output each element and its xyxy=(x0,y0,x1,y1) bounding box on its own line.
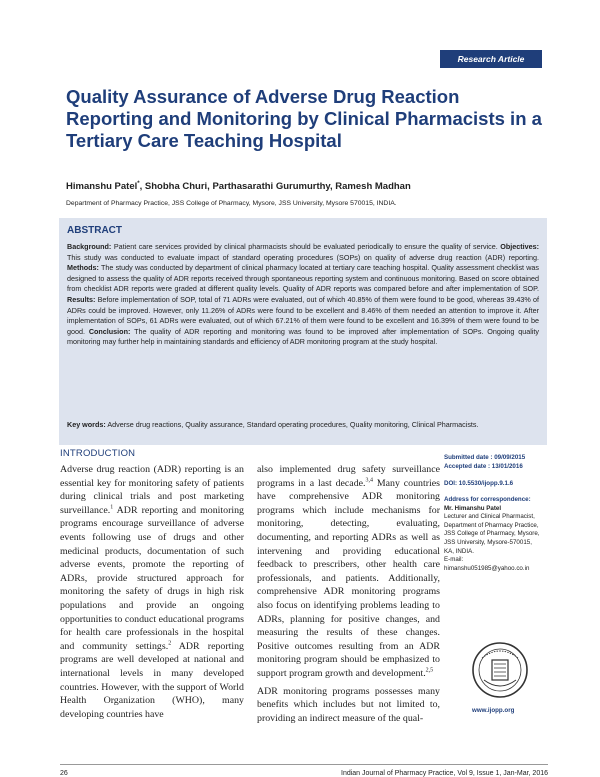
page-number: 26 xyxy=(60,770,68,777)
introduction-heading: INTRODUCTION xyxy=(60,448,136,459)
article-type-banner: Research Article xyxy=(440,50,542,68)
methods-text: The study was conducted by department of clinical pharmacy located at tertiary care teaching hospital. Quality assessment checklist was designed to assess the quality of ADR reports received through spontaneous reporting system and continuous monitoring. Based on score obtained from checklist ADR reports were graded at different quality levels. Quality of ADR reports was compared before and after implementation of SOP. xyxy=(67,263,540,294)
address-label: Address for correspondence: xyxy=(444,496,531,503)
intro-column-1 xyxy=(60,463,244,721)
corresponding-role: Lecturer and Clinical Pharmacist, xyxy=(444,513,535,521)
journal-citation: Indian Journal of Pharmacy Practice, Vol 9, Issue 1, Jan-Mar, 2016 xyxy=(341,770,548,777)
conclusion-label: Conclusion: xyxy=(88,326,131,336)
abstract-heading: ABSTRACT xyxy=(67,225,122,236)
intro-text: ADR reporting programs are well developed at national and international levels in many developed countries. However, with the support of World Health Organization (WHO), many developing countries have xyxy=(60,640,244,720)
citation: 1 xyxy=(110,504,114,511)
corresponding-univ: JSS University, Mysore-570015, KA, INDIA. xyxy=(444,538,532,555)
citation: 2 xyxy=(168,640,172,647)
citation: 3,4 xyxy=(365,477,373,484)
article-title: Quality Assurance of Adverse Drug Reaction Reporting and Monitoring by Clinical Pharmacists in a Tertiary Care Teaching Hospital xyxy=(66,86,542,151)
submitted-date: Submitted date : 09/09/2015 xyxy=(444,454,526,461)
article-dates xyxy=(444,454,544,471)
abstract-body xyxy=(67,242,539,348)
background-label: Background: xyxy=(67,242,112,251)
corresponding-name: Mr. Himanshu Patel xyxy=(444,504,502,512)
doi[interactable] xyxy=(444,480,544,489)
results-label: Results: xyxy=(67,294,96,304)
intro-text: Many countries have comprehensive ADR monitoring programs which include mechanisms for monitoring, detecting, evaluating, documenting, and reporting ADRs as well as intervening and providing educational feedback to prescribers, other health care professionals, and patients. Additionally, comprehensive ADR monitoring programs also focus on identifying problems leading to ADRs, planning for positive changes, and measuring the results of these changes. Positive outcomes resulting from an ADR monitoring program should be emphasized to support program growth and development. xyxy=(257,477,440,679)
objectives-label: Objectives: xyxy=(500,242,539,251)
results-text: Before implementation of SOP, total of 71 ADRs were evaluated, out of which 40.85% of them were found to be good, whereas 39.43% of ADRs could be improved. However, only 11.26% of ADRs were found to be excellent and 8.46% of them needed an attention to improve it. After implementation of SOPs, 61 ADRs were evaluated, out of which 67.21% of them were found to be excellent and 16.39% of them were found to be good. xyxy=(67,294,540,336)
accepted-date: Accepted date : 13/01/2016 xyxy=(444,462,523,470)
keywords-text: Adverse drug reactions, Quality assurance, Standard operating procedures, Quality monitoring, Clinical Pharmacists. xyxy=(107,420,479,429)
keywords-label: Key words: xyxy=(67,420,106,429)
keywords xyxy=(67,420,539,431)
other-authors: , Shobha Churi, Parthasarathi Gurumurthy, Ramesh Madhan xyxy=(139,181,411,192)
objectives-text: This study was conducted to evaluate impact of standard operating procedures (SOPs) on quality of adverse drug reaction (ADR) reporting. xyxy=(67,252,539,262)
intro-text: also implemented drug safety surveillance programs in a last decade. xyxy=(257,464,440,489)
journal-seal-icon xyxy=(470,640,530,700)
footer-divider xyxy=(60,764,548,765)
first-author: Himanshu Patel xyxy=(66,181,138,192)
correspondence-block xyxy=(444,496,540,573)
corresponding-mark: * xyxy=(137,180,140,187)
citation: 2,5 xyxy=(425,667,434,674)
intro-text: ADR reporting and monitoring programs encourage surveillance of adverse events following use of drugs and other medicinal products, documentation of such adverse events, promote the reporting of ADRs, provide structured approach for monitoring the safety of drugs in high risk populations and provide an ongoing opportunities to conduct educational programs for health care professionals in the hospital and community settings. xyxy=(60,504,244,652)
journal-website[interactable]: www.ijopp.org xyxy=(472,707,515,714)
intro-column-2 xyxy=(257,463,440,725)
affiliation: Department of Pharmacy Practice, JSS College of Pharmacy, Mysore, JSS University, Mysore 570015, INDIA. xyxy=(66,200,397,207)
author-list xyxy=(66,181,546,192)
doi-text[interactable]: DOI: 10.5530/ijopp.9.1.6 xyxy=(444,480,514,487)
background-text: Patient care services provided by clinical pharmacists should be evaluated periodically to ensure the quality of service. xyxy=(113,242,498,251)
intro-text: ADR monitoring programs possesses many benefits which includes but not limited to, providing an indirect measure of the qual- xyxy=(257,685,440,724)
corresponding-email[interactable]: E-mail: himanshu051985@yahoo.co.in xyxy=(444,556,530,572)
corresponding-dept: Department of Pharmacy Practice, JSS College of Pharmacy, Mysore, xyxy=(444,521,540,538)
methods-label: Methods: xyxy=(67,263,99,273)
conclusion-text: The quality of ADR reporting and monitoring was found to be improved after implementation of SOPs. Ongoing quality monitoring may further help in maintaining standards and efficiency of ADR monitoring program at the study hospital. xyxy=(67,326,540,347)
intro-text: Adverse drug reaction (ADR) reporting is an essential key for monitoring safety of patients during clinical trials and post marketing surveillance. xyxy=(60,464,244,516)
